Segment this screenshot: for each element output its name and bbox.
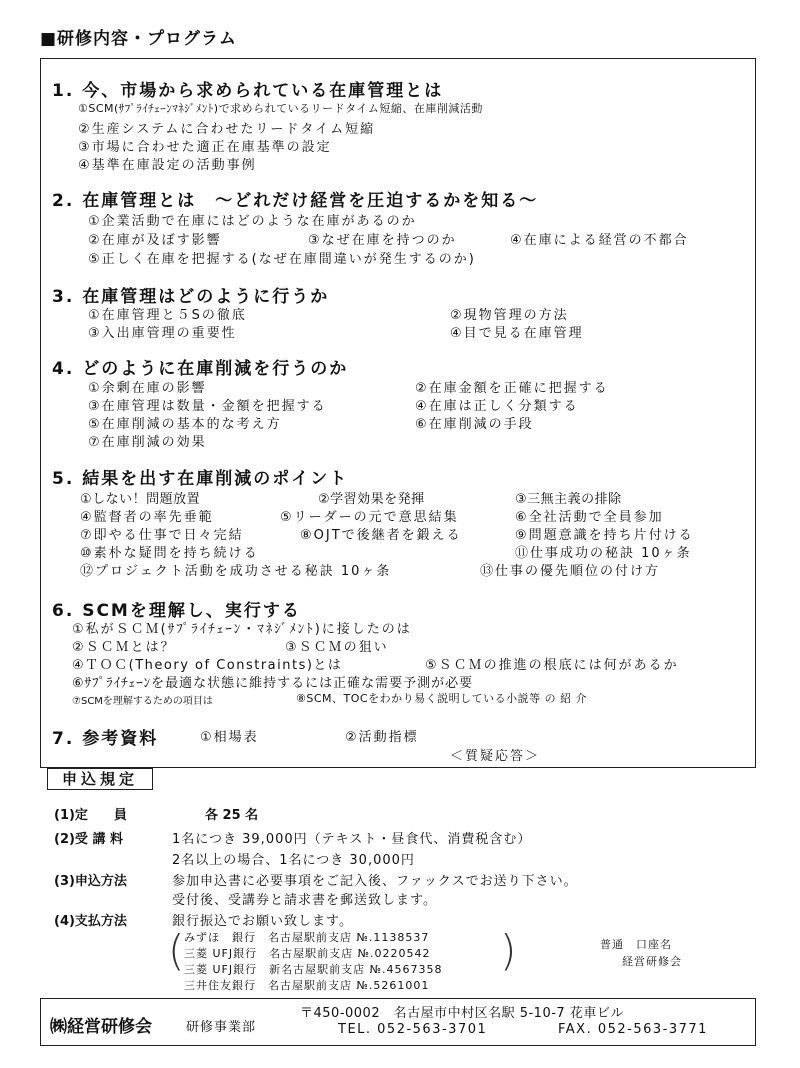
list-item: ④基準在庫設定の活動事例	[78, 158, 257, 173]
list-item: ①余剰在庫の影響	[88, 381, 207, 396]
org-dept: 研修事業部	[186, 1020, 257, 1035]
reg-label-apply: (3)申込方法	[54, 874, 127, 889]
bank-line: みずほ 銀行 名古屋駅前支店 №.1138537	[184, 931, 430, 944]
list-item: ③在庫管理は数量・金額を把握する	[88, 399, 327, 414]
list-item: ⑫プロジェクト活動を成功させる秘訣 10ヶ条	[80, 564, 392, 579]
org-address: 〒450-0002 名古屋市中村区名駅 5-10-7 花車ビル	[300, 1006, 624, 1021]
list-item: ④在庫は正しく分類する	[415, 399, 579, 414]
section-4-heading: 4. どのように在庫削減を行うのか	[52, 359, 349, 379]
list-item: ＜質疑応答＞	[450, 749, 541, 764]
list-item: ①SCM(ｻﾌﾟﾗｲﾁｪｰﾝﾏﾈｼﾞﾒﾝﾄ)で求められているリードタイム短縮、在庫削減活動	[78, 102, 483, 115]
section-6-heading: 6. SCMを理解し、実行する	[52, 601, 301, 621]
bank-bracket-left: (	[168, 926, 185, 975]
page-title: ■研修内容・プログラム	[40, 29, 237, 49]
list-item: ③ＳＣＭの狙い	[285, 640, 389, 655]
reg-capacity: 各 25 名	[205, 808, 259, 823]
section-2-heading: 2. 在庫管理とは ～どれだけ経営を圧迫するかを知る～	[52, 191, 539, 211]
list-item: ①企業活動で在庫にはどのような在庫があるのか	[88, 214, 417, 229]
section-1-heading: 1. 今、市場から求められている在庫管理とは	[52, 81, 444, 101]
section-7-heading: 7. 参考資料	[52, 729, 159, 749]
list-item: ②現物管理の方法	[450, 308, 569, 323]
list-item: ①しない！問題放置	[80, 492, 201, 507]
reg-apply-note: 受付後、受講券と請求書を郵送致します。	[172, 893, 437, 908]
list-item: ②在庫が及ぼす影響	[88, 233, 222, 248]
reg-label-payment: (4)支払方法	[54, 914, 127, 929]
org-name: ㈱経営研修会	[50, 1017, 152, 1037]
list-item: ④在庫による経営の不都合	[510, 233, 689, 248]
section-5-heading: 5. 結果を出す在庫削減のポイント	[52, 469, 349, 489]
list-item: ⑩素朴な疑問を持ち続ける	[80, 546, 259, 561]
list-item: ③なぜ在庫を持つのか	[308, 233, 457, 248]
reg-fee: 1名につき 39,000円（テキスト・昼食代、消費税含む）	[172, 832, 532, 847]
reg-label-fee: (2)受 講 料	[54, 832, 123, 847]
account-type: 普通 口座名	[600, 938, 672, 951]
list-item: ⑦在庫削減の効果	[88, 435, 207, 450]
list-item: ⑥ｻﾌﾟﾗｲﾁｪｰﾝを最適な状態に維持するには正確な需要予測が必要	[72, 676, 474, 691]
org-fax: FAX. 052-563-3771	[558, 1022, 708, 1037]
bank-bracket-right: )	[500, 926, 517, 975]
list-item: ④監督者の率先垂範	[80, 510, 214, 525]
list-item: ②在庫金額を正確に把握する	[415, 381, 609, 396]
bank-line: 三井住友銀行 名古屋駅前支店 №.5261001	[184, 979, 430, 992]
list-item: ①相場表	[200, 730, 259, 745]
reg-fee-group: 2名以上の場合、1名につき 30,000円	[172, 853, 415, 868]
list-item: ⑤在庫削減の基本的な考え方	[88, 417, 282, 432]
org-tel: TEL. 052-563-3701	[338, 1022, 488, 1037]
reg-payment: 銀行振込でお願い致します。	[172, 914, 353, 929]
list-item: ①私がＳＣＭ(ｻﾌﾟﾗｲﾁｪｰﾝ・ﾏﾈｼﾞﾒﾝﾄ)に接したのは	[72, 622, 412, 637]
list-item: ②生産システムに合わせたリードタイム短縮	[78, 122, 376, 137]
list-item: ③市場に合わせた適正在庫基準の設定	[78, 140, 332, 155]
list-item: ⑤正しく在庫を把握する(なぜ在庫間違いが発生するのか)	[88, 252, 476, 267]
bank-line: 三菱 UFJ銀行 名古屋駅前支店 №.0220542	[184, 947, 431, 960]
list-item: ⑥在庫削減の手段	[415, 417, 534, 432]
list-item: ⑨問題意識を持ち片付ける	[515, 528, 694, 543]
list-item: ①在庫管理と５Sの徹底	[88, 308, 247, 323]
list-item: ⑪仕事成功の秘訣 10ヶ条	[515, 546, 692, 561]
list-item: ②ＳＣＭとは？	[72, 640, 176, 655]
list-item: ⑦SCMを理解するための項目は	[72, 696, 213, 707]
bank-line: 三菱 UFJ銀行 新名古屋駅前支店 №.4567358	[184, 963, 443, 976]
list-item: ⑤ＳＣＭの推進の根底には何があるか	[425, 658, 679, 673]
list-item: ⑧SCM、TOCをわかり易く説明している小説等 の 紹 介	[296, 692, 588, 705]
list-item: ④ＴＯＣ(Theory of Constraints)とは	[72, 658, 343, 673]
list-item: ③三無主義の排除	[515, 492, 622, 507]
account-name: 経営研修会	[622, 955, 682, 968]
reg-label-capacity: (1)定 員	[54, 808, 127, 823]
list-item: ⑥全社活動で全員参加	[515, 510, 664, 525]
list-item: ⑬仕事の優先順位の付け方	[480, 564, 661, 579]
list-item: ②活動指標	[345, 730, 419, 745]
list-item: ④目で見る在庫管理	[450, 326, 584, 341]
list-item: ③入出庫管理の重要性	[88, 326, 237, 341]
list-item: ⑤リーダーの元で意思結集	[280, 510, 459, 525]
registration-title: 申込規定	[47, 768, 153, 790]
section-3-heading: 3. 在庫管理はどのように行うか	[52, 287, 330, 307]
list-item: ②学習効果を発揮	[318, 492, 425, 507]
list-item: ⑧OJTで後継者を鍛える	[300, 528, 462, 543]
reg-apply: 参加申込書に必要事項をご記入後、ファックスでお送り下さい。	[172, 874, 578, 889]
list-item: ⑦即やる仕事で日々完結	[80, 528, 244, 543]
